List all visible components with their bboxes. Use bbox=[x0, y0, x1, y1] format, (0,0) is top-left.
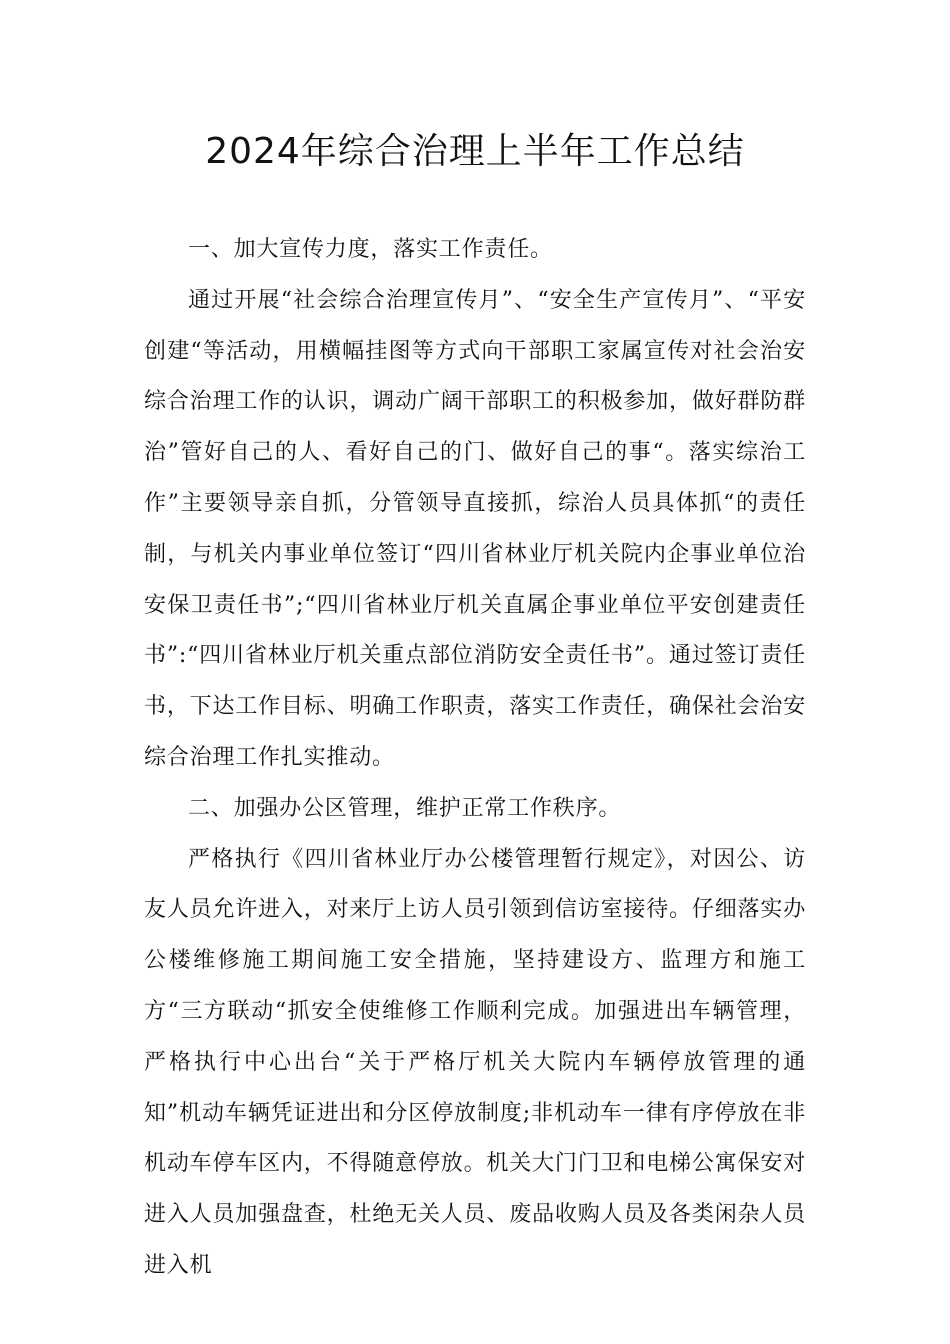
section-paragraph-2: 严格执行《四川省林业厅办公楼管理暂行规定》，对因公、访友人员允许进入，对来厅上访人员引领到信访室接待。仔细落实办公楼维修施工期间施工安全措施，坚持建设方、监理方和施工方“三方联动“抓安全使维修工作顺利完成。加强进出车辆管理，严格执行中心出台“关于严格厅机关大院内车辆停放管理的通知”机动车辆凭证进出和分区停放制度;非机动车一律有序停放在非机动车停车区内，不得随意停放。机关大门门卫和电梯公寓保安对进入人员加强盘查，杜绝无关人员、废品收购人员及各类闲杂人员进入机 bbox=[144, 846, 806, 1278]
section-heading-1: 一、加大宣传力度，落实工作责任。 bbox=[188, 237, 553, 262]
document-title: 2024年综合治理上半年工作总结 bbox=[205, 131, 745, 172]
section-heading-2: 二、加强办公区管理，维护正常工作秩序。 bbox=[188, 795, 622, 821]
section-paragraph-1: 通过开展“社会综合治理宣传月”、“安全生产宣传月”、“平安创建“等活动，用横幅挂图等方式向干部职工家属宣传对社会治安综合治理工作的认识，调动广阔干部职工的积极参加，做好群防群治”管好自己的人、看好自己的门、做好自己的事“。落实综治工作”主要领导亲自抓，分管领导直接抓，综治人员具体抓“的责任制，与机关内事业单位签订“四川省林业厅机关院内企事业单位治安保卫责任书”;“四川省林业厅机关直属企事业单位平安创建责任书”:“四川省林业厅机关重点部位消防安全责任书”。通过签订责任书，下达工作目标、明确工作职责，落实工作责任，确保社会治安综合治理工作扎实推动。 bbox=[144, 287, 806, 770]
document-body bbox=[144, 225, 806, 1292]
